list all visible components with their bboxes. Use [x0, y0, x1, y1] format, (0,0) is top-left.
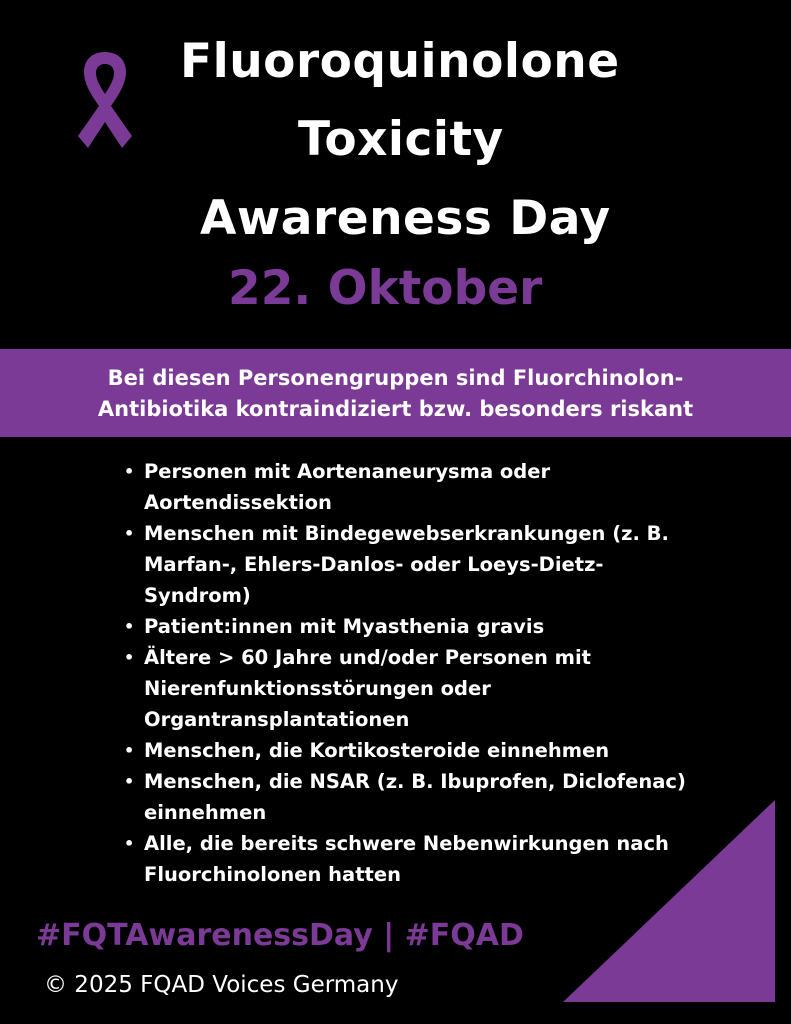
list-item — [124, 735, 694, 766]
list-item-text: Menschen, die Kortikosteroide einnehmen — [144, 739, 610, 762]
awareness-ribbon-icon — [72, 48, 138, 152]
banner-line-1: Bei diesen Personengruppen sind Fluorchinolon- — [107, 366, 684, 390]
bullet-icon: • — [124, 741, 135, 760]
list-item — [124, 611, 694, 642]
bullet-icon: • — [124, 648, 135, 667]
list-item — [124, 456, 694, 518]
hashtags: #FQTAwarenessDay | #FQAD — [36, 918, 524, 953]
contraindication-banner — [0, 349, 791, 437]
title-line-2: Toxicity — [298, 112, 504, 167]
list-item — [124, 518, 694, 611]
list-item-text: Menschen, die NSAR (z. B. Ibuprofen, Diclofenac) einnehmen — [144, 770, 686, 824]
bullet-icon: • — [124, 834, 135, 853]
bullet-icon: • — [124, 772, 135, 791]
decorative-triangle — [563, 800, 775, 1002]
list-item-text: Ältere > 60 Jahre und/oder Personen mit Nierenfunktionsstörungen oder Organtransplantationen — [144, 646, 592, 731]
copyright-notice: © 2025 FQAD Voices Germany — [44, 972, 399, 998]
title-line-1: Fluoroquinolone — [180, 34, 620, 89]
list-item-text: Alle, die bereits schwere Nebenwirkungen nach Fluorchinolonen hatten — [144, 832, 669, 886]
event-date: 22. Oktober — [228, 261, 543, 316]
title-line-3: Awareness Day — [200, 191, 611, 246]
list-item-text: Menschen mit Bindegewebserkrankungen (z. B. Marfan-, Ehlers-Danlos- oder Loeys-Dietz-Syndrom) — [144, 522, 669, 607]
list-item-text: Patient:innen mit Myasthenia gravis — [144, 615, 545, 638]
bullet-icon: • — [124, 617, 135, 636]
bullet-icon: • — [124, 462, 135, 481]
list-item-text: Personen mit Aortenaneurysma oder Aortendissektion — [144, 460, 551, 514]
banner-line-2: Antibiotika kontraindiziert bzw. besonders riskant — [97, 397, 694, 421]
bullet-icon: • — [124, 524, 135, 543]
list-item — [124, 642, 694, 735]
